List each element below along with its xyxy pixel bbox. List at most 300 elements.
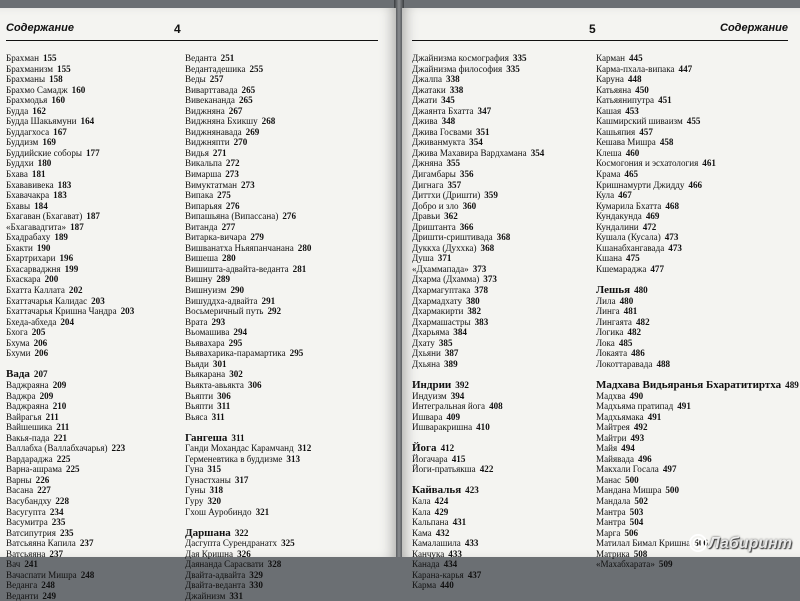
toc-entry: [596, 507, 799, 518]
toc-entry: [596, 443, 799, 454]
toc-entry: [412, 64, 544, 75]
toc-entry-title: Вьявахарика-парамартика: [185, 348, 286, 359]
toc-entry-page: 433: [448, 548, 462, 559]
toc-entry-title: Индуизм: [412, 390, 447, 401]
toc-entry-page: 412: [440, 443, 455, 454]
toc-entry: [412, 296, 544, 307]
toc-entry: [185, 538, 311, 549]
toc-entry-page: 378: [474, 285, 489, 296]
toc-entry-title: Джняна: [412, 158, 443, 169]
toc-entry: [412, 496, 544, 507]
toc-entry-title: Врата: [185, 316, 208, 327]
toc-entry: [596, 253, 799, 264]
toc-entry-title: Майтри: [596, 432, 627, 443]
toc-entry-page: 205: [31, 327, 46, 338]
toc-entry-title: Гуру: [185, 495, 204, 506]
toc-entry: [596, 222, 799, 233]
toc-entry-title: Мадхава Видьяранья Бхаратитиртха: [596, 378, 782, 391]
toc-entry-title: Вакья-пада: [6, 432, 50, 443]
toc-entry-page: 268: [261, 116, 276, 127]
toc-entry-title: Карма: [412, 580, 437, 591]
toc-entry-title: Лока: [596, 337, 615, 348]
toc-entry-page: 207: [33, 369, 48, 380]
toc-entry-title: Виджняна Бхикшу: [185, 116, 258, 127]
toc-entry-title: Вьяса: [185, 411, 208, 422]
toc-entry-title: Даршана: [185, 526, 231, 539]
toc-entry-page: 458: [659, 137, 674, 148]
toc-entry: [6, 559, 134, 570]
toc-entry-page: 203: [91, 295, 105, 306]
toc-entry-page: 461: [702, 158, 716, 169]
toc-entry: [185, 327, 311, 338]
toc-entry: [6, 169, 134, 180]
toc-entry: [596, 496, 799, 507]
toc-entry-title: Вьяпти: [185, 401, 214, 412]
toc-entry-page: 469: [645, 211, 660, 222]
toc-entry-page: 506: [624, 527, 639, 538]
toc-entry-page: 331: [229, 590, 243, 601]
toc-entry-page: 508: [633, 548, 648, 559]
toc-entry: [596, 106, 799, 117]
toc-entry: [6, 348, 134, 359]
toc-entry-title: Джива: [412, 116, 438, 127]
toc-entry: [185, 264, 311, 275]
toc-entry-title: Кришнамурти Джидду: [596, 179, 685, 190]
toc-entry-page: 482: [627, 327, 642, 338]
toc-entry: [412, 85, 544, 96]
toc-section-start: [412, 380, 544, 391]
toc-entry-page: 249: [42, 590, 56, 601]
toc-entry-page: 200: [44, 274, 59, 285]
toc-entry: [412, 253, 544, 264]
toc-entry-title: Випака: [185, 190, 214, 201]
toc-entry-page: 321: [255, 506, 270, 517]
labyrinth-logo-icon: [689, 534, 707, 552]
toc-entry-page: 267: [228, 105, 243, 116]
toc-entry-title: Гхош Ауробиндо: [185, 506, 252, 517]
toc-entry-page: 265: [241, 84, 256, 95]
toc-entry-page: 269: [245, 126, 260, 137]
toc-entry-title: Викальпа: [185, 158, 222, 169]
toc-entry-title: Джаянта Бхатта: [412, 105, 474, 116]
toc-entry: [185, 211, 311, 222]
header-rule: [412, 40, 788, 41]
toc-entry: [6, 116, 134, 127]
toc-entry: [412, 95, 544, 106]
toc-entry-page: 489: [785, 379, 799, 390]
toc-entry-title: Кала: [412, 495, 431, 506]
toc-entry: [185, 507, 311, 518]
toc-entry: [596, 190, 799, 201]
toc-entry-page: 480: [634, 285, 648, 296]
toc-entry-page: 313: [286, 453, 301, 464]
toc-entry-page: 481: [623, 306, 638, 317]
toc-entry: [6, 412, 134, 423]
toc-entry-page: 366: [459, 221, 474, 232]
toc-entry: [412, 412, 544, 423]
toc-entry-title: Катьяянипутра: [596, 95, 655, 106]
toc-entry: [596, 306, 799, 317]
toc-entry: [6, 327, 134, 338]
watermark: [689, 534, 792, 553]
toc-entry-page: 429: [434, 506, 449, 517]
toc-entry-title: Буддагхоса: [6, 126, 50, 137]
toc-entry-title: Ваджраяна: [6, 379, 49, 390]
toc-entry: [185, 201, 311, 212]
toc-entry: [185, 317, 311, 328]
toc-entry-title: Брахмодья: [6, 95, 48, 106]
toc-entry-title: Лингаята: [596, 316, 632, 327]
toc-entry: [412, 391, 544, 402]
toc-entry: [6, 274, 134, 285]
toc-entry: [596, 412, 799, 423]
toc-entry: [185, 296, 311, 307]
toc-entry: [412, 53, 544, 64]
toc-entry-page: 348: [441, 116, 456, 127]
toc-entry: [412, 285, 544, 296]
toc-entry: [596, 148, 799, 159]
toc-entry-title: Карман: [596, 53, 625, 63]
toc-entry-title: Бхавачакра: [6, 190, 50, 201]
toc-entry-title: Брахманы: [6, 74, 46, 85]
toc-entry-page: 255: [249, 63, 264, 74]
toc-entry-title: Йогачара: [412, 453, 448, 464]
toc-entry-title: Вьяди: [185, 358, 209, 369]
toc-entry-page: 431: [452, 517, 467, 528]
toc-entry: [185, 454, 311, 465]
toc-entry-title: Майтрея: [596, 422, 630, 433]
toc-column: [596, 53, 799, 570]
toc-entry-title: Ваджра: [6, 390, 36, 401]
toc-entry-page: 465: [624, 169, 639, 180]
toc-entry-title: «Бхагавадгита»: [6, 221, 67, 232]
toc-entry: [596, 85, 799, 96]
toc-entry-title: Космогония и эсхатология: [596, 158, 699, 169]
toc-column: [185, 53, 311, 601]
toc-entry-page: 509: [658, 559, 673, 570]
toc-entry-page: 279: [250, 232, 264, 243]
toc-entry-title: Дхарма (Дхамма): [412, 274, 480, 285]
toc-entry-page: 500: [665, 485, 680, 496]
toc-entry-title: Вишну: [185, 274, 213, 285]
toc-entry-title: Вайшешика: [6, 422, 53, 433]
toc-entry-page: 423: [465, 485, 479, 496]
toc-entry: [185, 253, 311, 264]
toc-entry-page: 368: [496, 232, 511, 243]
toc-entry-title: Брахмо Самадж: [6, 84, 68, 95]
toc-entry-title: Марга: [596, 527, 621, 538]
toc-entry: [185, 64, 311, 75]
toc-entry: [185, 106, 311, 117]
toc-entry: [412, 359, 544, 370]
toc-entry: [596, 158, 799, 169]
toc-section-start: [596, 380, 799, 391]
toc-entry: [185, 391, 311, 402]
toc-entry-page: 387: [444, 348, 459, 359]
toc-entry-page: 306: [247, 379, 262, 390]
toc-entry: [412, 422, 544, 433]
left-page-number: 4: [174, 22, 181, 36]
toc-entry: [6, 296, 134, 307]
toc-entry-page: 202: [68, 285, 83, 296]
toc-entry-title: Дуккха (Духхка): [412, 242, 477, 253]
toc-entry-page: 280: [222, 253, 236, 264]
toc-entry: [6, 148, 134, 159]
toc-entry-title: Дриштанта: [412, 221, 456, 232]
toc-entry-page: 328: [267, 559, 282, 570]
toc-entry-page: 160: [51, 95, 65, 106]
toc-entry-page: 455: [686, 116, 701, 127]
toc-entry-title: Макхали Госала: [596, 464, 659, 475]
toc-entry: [412, 190, 544, 201]
toc-entry-page: 467: [618, 190, 632, 201]
toc-entry: [6, 95, 134, 106]
toc-entry: [412, 401, 544, 412]
toc-entry: [596, 348, 799, 359]
toc-entry-title: Васубандху: [6, 495, 52, 506]
toc-entry-title: Линга: [596, 306, 620, 317]
toc-entry-title: Васумитра: [6, 517, 48, 528]
toc-entry-title: Лила: [596, 295, 616, 306]
toc-entry-page: 368: [480, 242, 495, 253]
toc-entry: [6, 496, 134, 507]
toc-entry-page: 302: [229, 369, 243, 380]
toc-entry-title: Кала: [412, 506, 431, 517]
toc-entry-page: 325: [281, 538, 295, 549]
toc-entry: [185, 338, 311, 349]
toc-entry-page: 382: [467, 306, 481, 317]
toc-entry-page: 234: [49, 506, 64, 517]
toc-entry: [412, 570, 544, 581]
toc-entry-page: 480: [619, 295, 634, 306]
toc-section-start: [412, 485, 544, 496]
toc-entry: [412, 559, 544, 570]
toc-entry: [6, 443, 134, 454]
toc-entry: [6, 317, 134, 328]
toc-entry-page: 311: [217, 401, 231, 412]
toc-entry: [6, 485, 134, 496]
toc-entry-page: 187: [86, 211, 100, 222]
toc-entry-page: 473: [668, 242, 682, 253]
toc-entry-title: Даянанда Сарасвати: [185, 559, 264, 570]
toc-entry: [596, 264, 799, 275]
right-header-title: Содержание: [720, 22, 788, 34]
toc-entry-page: 490: [629, 390, 644, 401]
toc-entry-title: Душа: [412, 253, 434, 264]
toc-entry-title: Буддийские соборы: [6, 147, 82, 158]
toc-entry-title: Дхармагуптака: [412, 285, 471, 296]
toc-entry-page: 241: [24, 559, 38, 570]
toc-entry: [185, 85, 311, 96]
toc-entry: [185, 190, 311, 201]
toc-entry-page: 415: [451, 453, 466, 464]
toc-entry-page: 271: [212, 147, 227, 158]
toc-entry-title: Брахман: [6, 53, 39, 63]
toc-entry-page: 492: [633, 422, 648, 433]
toc-entry-page: 362: [444, 211, 458, 222]
toc-entry-title: Интегральная йога: [412, 401, 486, 412]
toc-entry-title: Майя: [596, 443, 618, 454]
toc-entry-title: Бхасарваджня: [6, 263, 61, 274]
toc-entry-page: 394: [450, 390, 465, 401]
toc-entry: [6, 380, 134, 391]
toc-entry-page: 223: [111, 443, 126, 454]
toc-entry: [412, 222, 544, 233]
toc-entry-page: 360: [462, 200, 477, 211]
toc-entry-page: 503: [629, 506, 644, 517]
toc-entry-title: Бхава: [6, 169, 28, 180]
toc-entry: [6, 180, 134, 191]
toc-entry-page: 181: [31, 169, 46, 180]
toc-entry-page: 292: [267, 306, 282, 317]
toc-entry: [185, 412, 311, 423]
toc-entry: [6, 549, 134, 560]
toc-entry-page: 225: [65, 464, 80, 475]
toc-entry-title: Ганди Мохандас Карамчанд: [185, 443, 294, 454]
toc-entry: [596, 232, 799, 243]
toc-entry-page: 155: [42, 53, 57, 63]
toc-entry-title: Джайнизм: [185, 590, 226, 601]
toc-entry-page: 301: [212, 358, 227, 369]
toc-entry: [596, 317, 799, 328]
toc-entry-title: Бхагаван (Бхагават): [6, 211, 83, 222]
toc-entry-title: Бхеда-абхеда: [6, 316, 57, 327]
toc-entry-title: Матрика: [596, 548, 630, 559]
toc-entry: [185, 475, 311, 486]
toc-entry-title: Ватсипутрия: [6, 527, 56, 538]
toc-entry-title: Вардараджа: [6, 453, 53, 464]
toc-entry-title: Кумарила Бхатта: [596, 200, 662, 211]
toc-entry: [6, 580, 134, 591]
toc-entry-title: Бхакти: [6, 242, 33, 253]
toc-entry-page: 280: [297, 242, 312, 253]
toc-entry-title: Вьявахара: [185, 337, 225, 348]
toc-entry: [6, 232, 134, 243]
toc-entry: [6, 538, 134, 549]
toc-entry-title: Мандана Мишра: [596, 485, 662, 496]
toc-entry: [185, 380, 311, 391]
toc-entry: [412, 169, 544, 180]
toc-entry-page: 457: [639, 126, 653, 137]
toc-entry-title: Дхармадхату: [412, 295, 463, 306]
toc-entry-title: Вишеша: [185, 253, 219, 264]
toc-section-start: [6, 369, 134, 380]
toc-entry: [412, 507, 544, 518]
toc-entry-page: 496: [638, 453, 652, 464]
toc-entry-page: 383: [474, 316, 489, 327]
toc-entry-title: Вьякарана: [185, 369, 226, 380]
toc-entry: [6, 106, 134, 117]
toc-entry-page: 311: [211, 411, 225, 422]
toc-entry: [185, 570, 311, 581]
toc-entry-page: 473: [664, 232, 679, 243]
toc-entry-page: 318: [209, 485, 224, 496]
toc-entry-title: Кальпана: [412, 517, 449, 528]
toc-entry: [412, 274, 544, 285]
toc-entry: [185, 148, 311, 159]
toc-entry-title: Кашая: [596, 105, 622, 116]
toc-entry: [6, 222, 134, 233]
toc-entry-title: Виварттавада: [185, 84, 238, 95]
toc-entry-page: 158: [49, 74, 63, 85]
toc-entry-title: Видья: [185, 147, 209, 158]
toc-entry: [6, 391, 134, 402]
toc-entry: [596, 296, 799, 307]
toc-entry-title: Вишишта-адвайта-веданта: [185, 263, 289, 274]
toc-section-start: [185, 433, 311, 444]
toc-entry-title: Кашмирский шиваизм: [596, 116, 683, 127]
toc-entry-title: Добро и зло: [412, 200, 459, 211]
toc-entry: [6, 454, 134, 465]
toc-entry-page: 485: [618, 337, 633, 348]
toc-entry-title: Витанда: [185, 221, 218, 232]
toc-entry-page: 273: [241, 179, 255, 190]
toc-entry-page: 322: [234, 527, 249, 538]
toc-entry-title: Восьмеричный путь: [185, 306, 264, 317]
toc-entry: [185, 95, 311, 106]
toc-entry-title: Веданти: [6, 590, 39, 601]
toc-entry: [412, 127, 544, 138]
toc-entry-title: Карана-карья: [412, 569, 464, 580]
toc-entry-title: Веданга: [6, 580, 38, 591]
toc-entry-page: 357: [447, 179, 462, 190]
toc-entry-page: 196: [59, 253, 74, 264]
toc-entry: [596, 338, 799, 349]
toc-entry-page: 203: [120, 306, 135, 317]
toc-entry-title: Вимарша: [185, 169, 222, 180]
toc-entry-page: 206: [34, 348, 49, 359]
toc-entry-title: Карма-пхала-випака: [596, 63, 675, 74]
toc-entry-page: 338: [449, 84, 464, 95]
toc-entry-page: 504: [629, 517, 644, 528]
toc-entry-title: Будда: [6, 105, 29, 116]
toc-entry: [6, 190, 134, 201]
toc-entry: [6, 127, 134, 138]
left-page: [0, 8, 396, 601]
toc-entry-title: Кешава Мишра: [596, 137, 656, 148]
watermark-text: Лабиринт: [708, 535, 792, 552]
toc-entry: [596, 454, 799, 465]
toc-entry: [185, 243, 311, 254]
toc-entry: [412, 116, 544, 127]
toc-entry: [412, 148, 544, 159]
toc-entry-page: 206: [33, 337, 48, 348]
toc-entry-title: «Дхаммапада»: [412, 263, 469, 274]
toc-entry: [596, 327, 799, 338]
toc-entry-page: 311: [231, 432, 245, 443]
toc-entry: [185, 180, 311, 191]
toc-entry: [185, 127, 311, 138]
toc-entry-title: Гунастханы: [185, 474, 231, 485]
toc-entry: [596, 180, 799, 191]
toc-entry-title: Джайнизма космография: [412, 53, 509, 63]
toc-entry-title: Кундалини: [596, 221, 639, 232]
toc-entry-title: Локоттаравада: [596, 358, 653, 369]
toc-entry: [6, 517, 134, 528]
toc-entry: [185, 53, 311, 64]
toc-entry-title: Вач: [6, 559, 21, 570]
toc-entry: [596, 475, 799, 486]
toc-entry-page: 276: [225, 200, 240, 211]
toc-section-start: [412, 443, 544, 454]
toc-entry-page: 221: [53, 432, 68, 443]
toc-entry-page: 326: [237, 548, 251, 559]
toc-entry-page: 183: [53, 190, 67, 201]
toc-entry-page: 335: [512, 53, 527, 63]
toc-entry-page: 248: [80, 569, 95, 580]
toc-entry: [596, 116, 799, 127]
toc-entry: [185, 137, 311, 148]
